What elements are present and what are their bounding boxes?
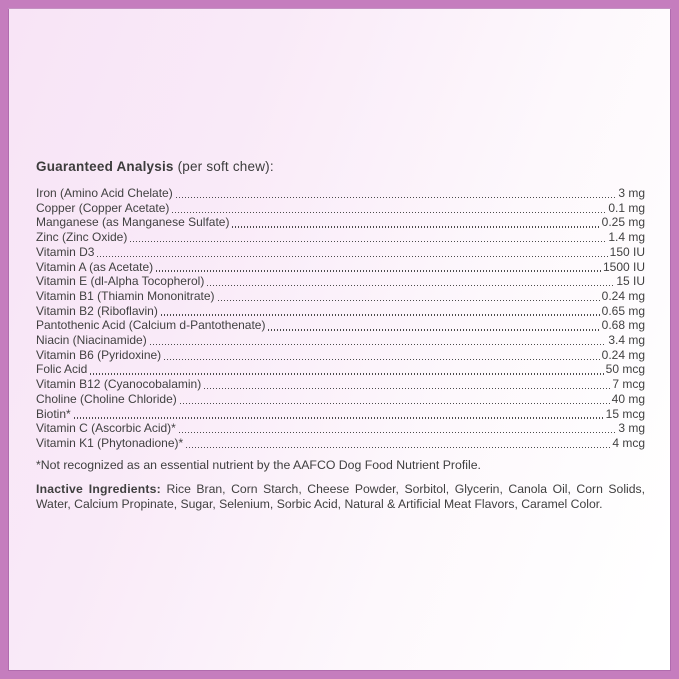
analysis-row xyxy=(36,289,645,304)
nutrient-name: Zinc (Zinc Oxide) xyxy=(36,230,128,245)
nutrient-name: Niacin (Niacinamide) xyxy=(36,333,147,348)
dotted-leader xyxy=(173,186,619,201)
nutrient-value: 0.1 mg xyxy=(608,200,645,215)
dotted-leader xyxy=(169,201,608,216)
nutrient-value: 3.4 mg xyxy=(608,333,645,348)
nutrient-name: Biotin* xyxy=(36,406,71,421)
nutrient-name: Vitamin B6 (Pyridoxine) xyxy=(36,347,162,362)
label-content xyxy=(8,8,671,513)
nutrient-value: 3 mg xyxy=(618,186,645,200)
nutrient-value: 0.24 mg xyxy=(601,288,645,303)
title-main: Guaranteed Analysis xyxy=(36,159,174,174)
inactive-ingredients-text: Rice Bran, Corn Starch, Cheese Powder, Sorbitol, Glycerin, Canola Oil, Corn Solids, Water, Calcium Propinate, Sugar, Selenium, Sorbic Acid, Natural & Artificial Meat Flavors, Caramel Color. xyxy=(36,481,646,512)
nutrient-value: 1.4 mg xyxy=(608,230,645,245)
analysis-row xyxy=(36,245,645,260)
analysis-table xyxy=(36,186,645,451)
nutrient-name: Pantothenic Acid (Calcium d-Pantothenate) xyxy=(36,318,266,333)
analysis-row xyxy=(36,377,645,392)
nutrient-value: 0.25 mg xyxy=(601,215,645,230)
inactive-ingredients xyxy=(36,482,645,513)
dotted-leader xyxy=(147,333,609,348)
nutrient-name: Vitamin A (as Acetate) xyxy=(36,259,154,274)
analysis-row xyxy=(36,333,645,348)
analysis-row xyxy=(36,274,645,289)
dotted-leader xyxy=(71,407,606,422)
nutrient-name: Vitamin E (dl-Alpha Tocopherol) xyxy=(36,274,205,289)
dotted-leader xyxy=(215,289,602,304)
dotted-leader xyxy=(183,436,612,451)
analysis-row xyxy=(36,186,645,201)
dotted-leader xyxy=(158,304,602,319)
nutrient-name: Vitamin B1 (Thiamin Mononitrate) xyxy=(36,288,215,303)
dotted-leader xyxy=(87,362,605,377)
nutrient-value: 0.68 mg xyxy=(601,318,645,333)
nutrient-value: 0.24 mg xyxy=(601,347,645,362)
nutrient-name: Vitamin C (Ascorbic Acid)* xyxy=(36,421,176,436)
nutrient-value: 50 mcg xyxy=(605,362,645,377)
analysis-row xyxy=(36,260,645,275)
nutrient-value: 3 mg xyxy=(618,421,645,436)
nutrient-value: 150 IU xyxy=(609,244,645,259)
nutrient-name: Choline (Choline Chloride) xyxy=(36,391,177,406)
dotted-leader xyxy=(153,260,603,275)
nutrient-name: Iron (Amino Acid Chelate) xyxy=(36,186,173,200)
analysis-row xyxy=(36,407,645,422)
nutrient-value: 15 IU xyxy=(616,274,645,289)
nutrient-name: Vitamin B2 (Riboflavin) xyxy=(36,303,158,318)
dotted-leader xyxy=(127,230,608,245)
analysis-row xyxy=(36,436,645,451)
dotted-leader xyxy=(94,245,609,260)
nutrient-value: 1500 IU xyxy=(602,259,645,274)
nutrient-value: 15 mcg xyxy=(605,406,645,421)
dotted-leader xyxy=(177,392,612,407)
title-suffix: (per soft chew): xyxy=(177,159,274,174)
inactive-ingredients-label: Inactive Ingredients: xyxy=(36,481,161,496)
dotted-leader xyxy=(201,377,612,392)
analysis-row xyxy=(36,215,645,230)
analysis-row xyxy=(36,392,645,407)
nutrient-name: Folic Acid xyxy=(36,362,88,377)
analysis-row xyxy=(36,201,645,216)
nutrient-name: Vitamin B12 (Cyanocobalamin) xyxy=(36,377,202,392)
nutrient-name: Copper (Copper Acetate) xyxy=(36,200,170,215)
analysis-row xyxy=(36,348,645,363)
dotted-leader xyxy=(161,348,601,363)
analysis-row xyxy=(36,362,645,377)
nutrient-value: 0.65 mg xyxy=(601,303,645,318)
analysis-row xyxy=(36,230,645,245)
dotted-leader xyxy=(265,318,601,333)
nutrient-value: 7 mcg xyxy=(612,377,645,392)
page-title xyxy=(36,158,645,176)
analysis-row xyxy=(36,421,645,436)
dotted-leader xyxy=(204,274,616,289)
dotted-leader xyxy=(176,421,618,436)
analysis-row xyxy=(36,304,645,319)
dotted-leader xyxy=(229,215,601,230)
nutrient-name: Vitamin K1 (Phytonadione)* xyxy=(36,435,184,450)
aafco-footnote: *Not recognized as an essential nutrient by the AAFCO Dog Food Nutrient Profile. xyxy=(36,457,481,472)
nutrient-name: Vitamin D3 xyxy=(36,244,95,259)
nutrient-name: Manganese (as Manganese Sulfate) xyxy=(36,215,230,230)
analysis-row xyxy=(36,318,645,333)
nutrient-value: 4 mcg xyxy=(612,435,645,450)
nutrient-value: 40 mg xyxy=(611,391,645,406)
